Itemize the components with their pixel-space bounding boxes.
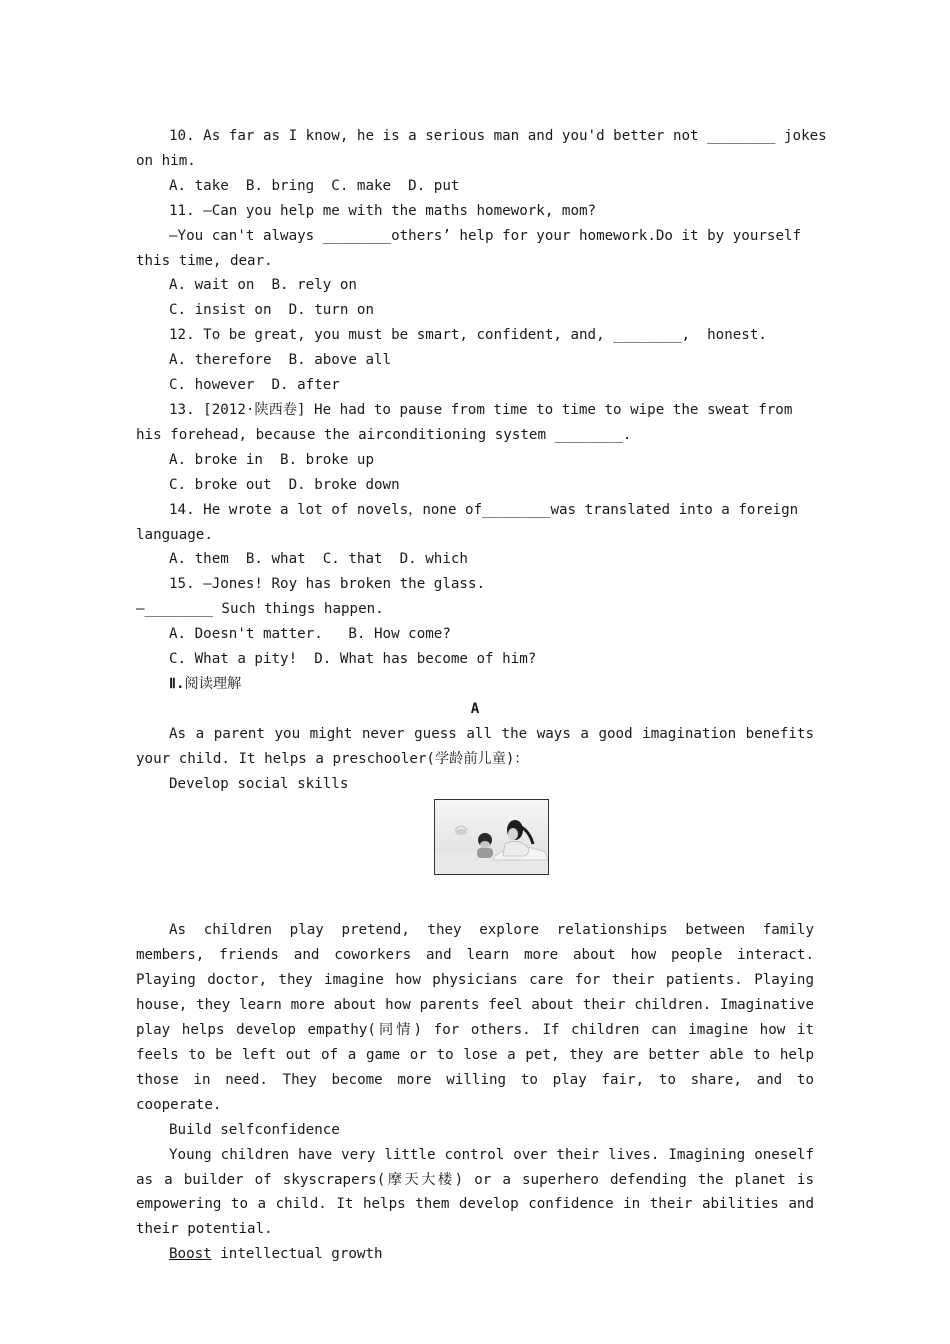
subheading-social-skills: Develop social skills [169, 775, 349, 792]
q12-options-2: C. however D. after [169, 377, 340, 394]
paragraph-self-confidence: Young children have very little control over their lives. Imagining oneself as a builder of skyscrapers(摩天大楼) or a superhero defending the planet is empowering to a child. It helps them develop confidence in their abilities and their potential. [136, 1146, 814, 1238]
q11-reply: —You can't always ________others’ help for your homework.Do it by yourself [169, 227, 802, 244]
section-title: 阅读理解 [184, 675, 242, 692]
subheading-intellectual-growth [136, 1242, 814, 1267]
q11-options-1: A. wait on B. rely on [169, 277, 357, 294]
q15-options-2: C. What a pity! D. What has become of him? [169, 651, 537, 668]
q15-reply: —________ Such things happen. [136, 601, 384, 618]
passage-label: A [470, 700, 480, 717]
exam-page [136, 124, 827, 1267]
q10-stem: 10. As far as I know, he is a serious man and you'd better not ________ jokes [169, 128, 827, 144]
q13-options-1: A. broke in B. broke up [169, 451, 374, 468]
q14-stem-cont: language. [136, 526, 213, 543]
paragraph-social-skills: As children play pretend, they explore relationships between family members, friends and coworkers and learn more about how people interact. Playing doctor, they imagine how physicians care for their patients. Playing house, they learn more about how parents feel about their children. Imaginative play helps develop empathy(同情) for others. If children can imagine how it feels to be left out of a game or to lose a pet, they are better able to help those in need. They become more willing to play fair, to share, and to cooperate. [136, 922, 814, 1113]
q15-options-1: A. Doesn't matter. B. How come? [169, 626, 451, 643]
underlined-word-boost: Boost [169, 1246, 212, 1263]
passage-intro: As a parent you might never guess all the ways a good imagination benefits your child. It helps a preschooler(学龄前儿童)： [136, 725, 814, 767]
q12-options-1: A. therefore B. above all [169, 352, 392, 369]
q13-stem-cont: his forehead, because the airconditioning system ________. [136, 426, 632, 443]
q10-options: A. take B. bring C. make D. put [169, 177, 460, 194]
q14-stem: 14. He wrote a lot of novels，none of________was translated into a foreign [169, 501, 799, 518]
photo-area [136, 796, 814, 918]
section-numeral: Ⅱ. [169, 675, 185, 692]
q14-options: A. them B. what C. that D. which [169, 551, 468, 568]
q15-stem: 15. —Jones! Roy has broken the glass. [169, 576, 486, 593]
q12-stem: 12. To be great, you must be smart, confident, and, ________, honest. [169, 327, 767, 344]
q11-reply-cont: this time, dear. [136, 252, 273, 269]
q11-options-2: C. insist on D. turn on [169, 302, 374, 319]
section-heading [136, 672, 814, 697]
mother-child-photo-icon [434, 799, 549, 875]
subheading-self-confidence: Build selfconfidence [169, 1121, 340, 1138]
q13-stem: 13. [2012·陕西卷] He had to pause from time to time to wipe the sweat from [169, 401, 793, 418]
subheading-rest: intellectual growth [211, 1246, 383, 1263]
q13-options-2: C. broke out D. broke down [169, 476, 400, 493]
q10-stem-cont: on him. [136, 152, 196, 169]
q11-stem: 11. —Can you help me with the maths homework, mom? [169, 202, 597, 219]
